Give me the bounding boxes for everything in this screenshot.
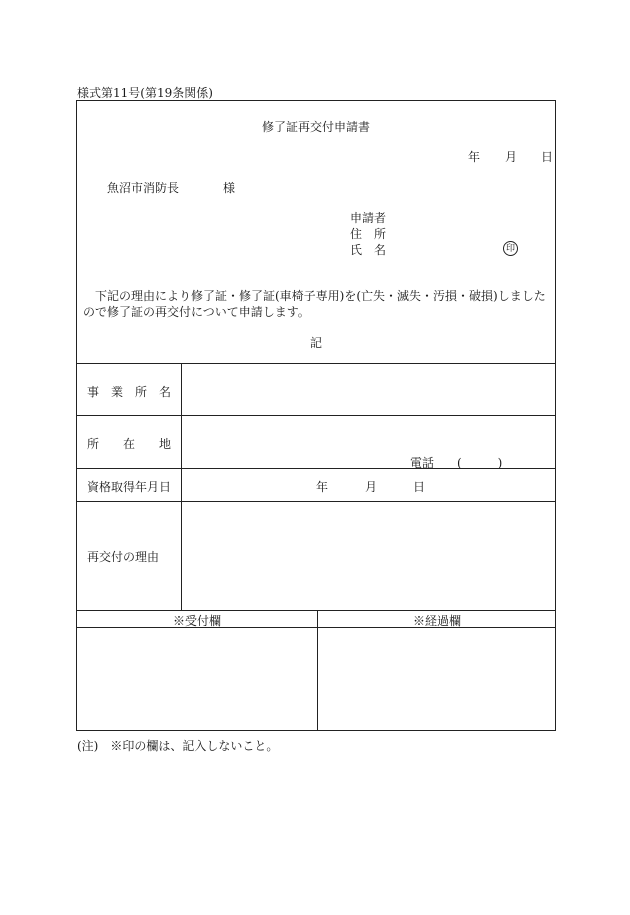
applicant-label: 申請者 xyxy=(350,211,387,225)
form-number: 様式第11号(第19条関係) xyxy=(77,86,213,100)
application-form xyxy=(76,100,556,731)
date-month: 月 xyxy=(505,150,518,164)
reception-column-header: ※受付欄 xyxy=(172,614,221,628)
addressee-honorific: 様 xyxy=(223,181,236,195)
footnote: (注) ※印の欄は、記入しないこと。 xyxy=(77,739,279,753)
form-title: 修了証再交付申請書 xyxy=(261,120,370,134)
date-year: 年 xyxy=(468,150,481,164)
ki-label: 記 xyxy=(309,336,322,350)
body-text-line2: ので修了証の再交付について申請します。 xyxy=(83,305,310,319)
body-text-line1: 下記の理由により修了証・修了証(車椅子専用)を(亡失・滅失・汚損・破損)しました xyxy=(95,289,546,303)
row-divider xyxy=(77,415,555,416)
phone-parens: ( ) xyxy=(457,456,503,470)
phone-label: 電話 xyxy=(410,456,435,470)
reissue-reason-label: 再交付の理由 xyxy=(87,550,160,564)
applicant-address-label: 住 所 xyxy=(350,227,387,241)
office-name-label: 事 業 所 名 xyxy=(87,385,172,399)
location-label: 所 在 地 xyxy=(87,437,172,451)
addressee-name: 魚沼市消防長 xyxy=(107,181,180,195)
seal-mark: 印 xyxy=(503,241,518,256)
qualification-day: 日 xyxy=(413,480,426,494)
table-top-line xyxy=(77,363,555,364)
applicant-name-label: 氏 名 xyxy=(350,243,387,257)
qualification-month: 月 xyxy=(365,480,378,494)
header-divider xyxy=(77,627,555,628)
qualification-year: 年 xyxy=(316,480,329,494)
date-day: 日 xyxy=(541,150,554,164)
qualification-date-label: 資格取得年月日 xyxy=(87,480,172,494)
table-label-divider xyxy=(181,363,182,610)
progress-column-header: ※経過欄 xyxy=(412,614,461,628)
row-divider xyxy=(77,501,555,502)
row-divider xyxy=(77,468,555,469)
row-divider xyxy=(77,610,555,611)
